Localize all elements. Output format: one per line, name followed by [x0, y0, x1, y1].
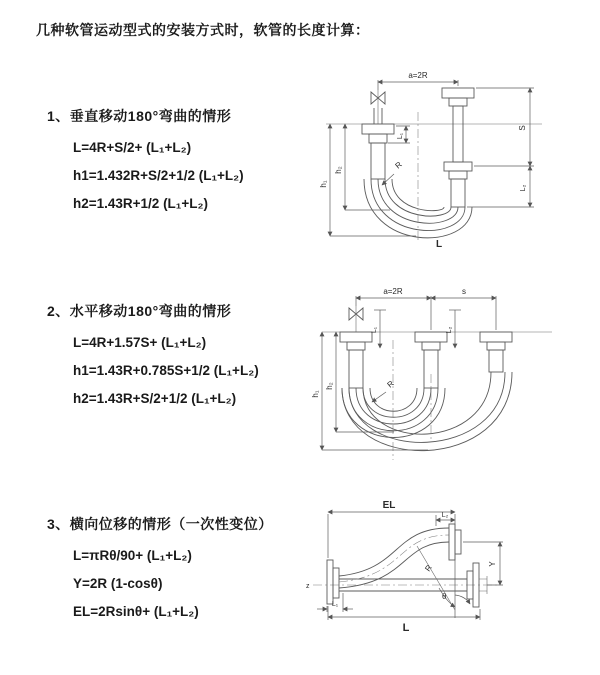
dimension-s	[431, 287, 496, 298]
label-y: Y	[488, 561, 497, 567]
section-2-heading: 2、水平移动180°弯曲的情形	[47, 303, 232, 319]
formula-l: L=4R+S/2+ (L₁+L₂)	[73, 140, 192, 155]
left-pipe-flange	[340, 332, 372, 388]
label-a2r: a=2R	[383, 287, 403, 296]
label-s: S	[518, 125, 527, 131]
right-pipe-flange	[442, 88, 474, 207]
radius-callout	[372, 379, 396, 402]
diagram-horizontal-180	[310, 282, 565, 477]
hose-braid-right	[451, 179, 465, 207]
dimension-l2	[520, 166, 530, 207]
label-l2: L₂	[520, 184, 527, 192]
right-pipe-flange	[480, 332, 512, 372]
label-l1: L₁	[397, 132, 404, 140]
left-flange	[327, 560, 339, 604]
diagram-vertical-180	[312, 66, 552, 261]
valve-icon	[349, 306, 363, 332]
label-a2r: a=2R	[408, 71, 428, 80]
page-title: 几种软管运动型式的安装方式时，软管的长度计算：	[36, 22, 370, 38]
diagram-lateral-displacement	[303, 498, 598, 658]
label-h2: h₂	[325, 382, 334, 390]
hose-braid-right	[489, 350, 503, 372]
formula-h2: h2=1.43R+S/2+1/2 (L₁+L₂)	[73, 391, 237, 406]
dimension-h1	[319, 124, 416, 236]
formula-h2: h2=1.43R+1/2 (L₁+L₂)	[73, 196, 209, 211]
label-r: R	[423, 563, 434, 574]
section-3-heading: 3、横向位移的情形（一次性变位）	[47, 516, 273, 532]
valve-icon	[371, 90, 385, 124]
section-vertical-180	[47, 106, 244, 218]
u-bend-position-2	[342, 372, 512, 451]
dimension-l1	[317, 593, 353, 612]
label-l1: L₁	[331, 601, 339, 608]
dimension-l1	[371, 310, 386, 348]
dimension-a2r	[356, 287, 496, 330]
formula-y: Y=2R (1-cosθ)	[73, 576, 163, 591]
label-l2: L₂	[441, 512, 449, 519]
label-h2: h₂	[334, 166, 343, 174]
dimension-a2r	[378, 71, 458, 90]
label-z-centerline-mark: z	[306, 583, 310, 590]
label-l: L	[402, 622, 410, 634]
formula-h1: h1=1.432R+S/2+1/2 (L₁+L₂)	[73, 168, 244, 183]
label-l: L	[436, 239, 443, 250]
label-l2: L₂	[446, 326, 453, 334]
label-r: R	[385, 378, 396, 390]
hose-braid-left	[371, 143, 385, 179]
label-h1: h₁	[311, 390, 320, 398]
formula-l: L=4R+1.57S+ (L₁+L₂)	[73, 335, 207, 350]
label-s: s	[462, 287, 466, 296]
dimension-y	[463, 542, 503, 585]
label-l1: L₁	[371, 326, 378, 334]
section-1-heading: 1、垂直移动180°弯曲的情形	[47, 108, 232, 124]
label-theta: θ	[442, 592, 447, 601]
section-horizontal-180	[47, 301, 259, 413]
formula-h1: h1=1.43R+0.785S+1/2 (L₁+L₂)	[73, 363, 259, 378]
hose-centerline	[339, 535, 449, 582]
formula-l: L=πRθ/90+ (L₁+L₂)	[73, 548, 192, 563]
dimension-l2	[446, 310, 461, 348]
hose-braid-left	[349, 350, 363, 388]
label-el: EL	[382, 500, 396, 511]
section-lateral-displacement	[47, 514, 273, 626]
label-r: R	[393, 159, 404, 171]
dimension-l1	[388, 126, 410, 143]
label-h1: h₁	[319, 180, 328, 188]
formula-el: EL=2Rsinθ+ (L₁+L₂)	[73, 604, 199, 619]
u-bend-position-1	[342, 388, 445, 438]
dimension-l	[328, 606, 480, 634]
